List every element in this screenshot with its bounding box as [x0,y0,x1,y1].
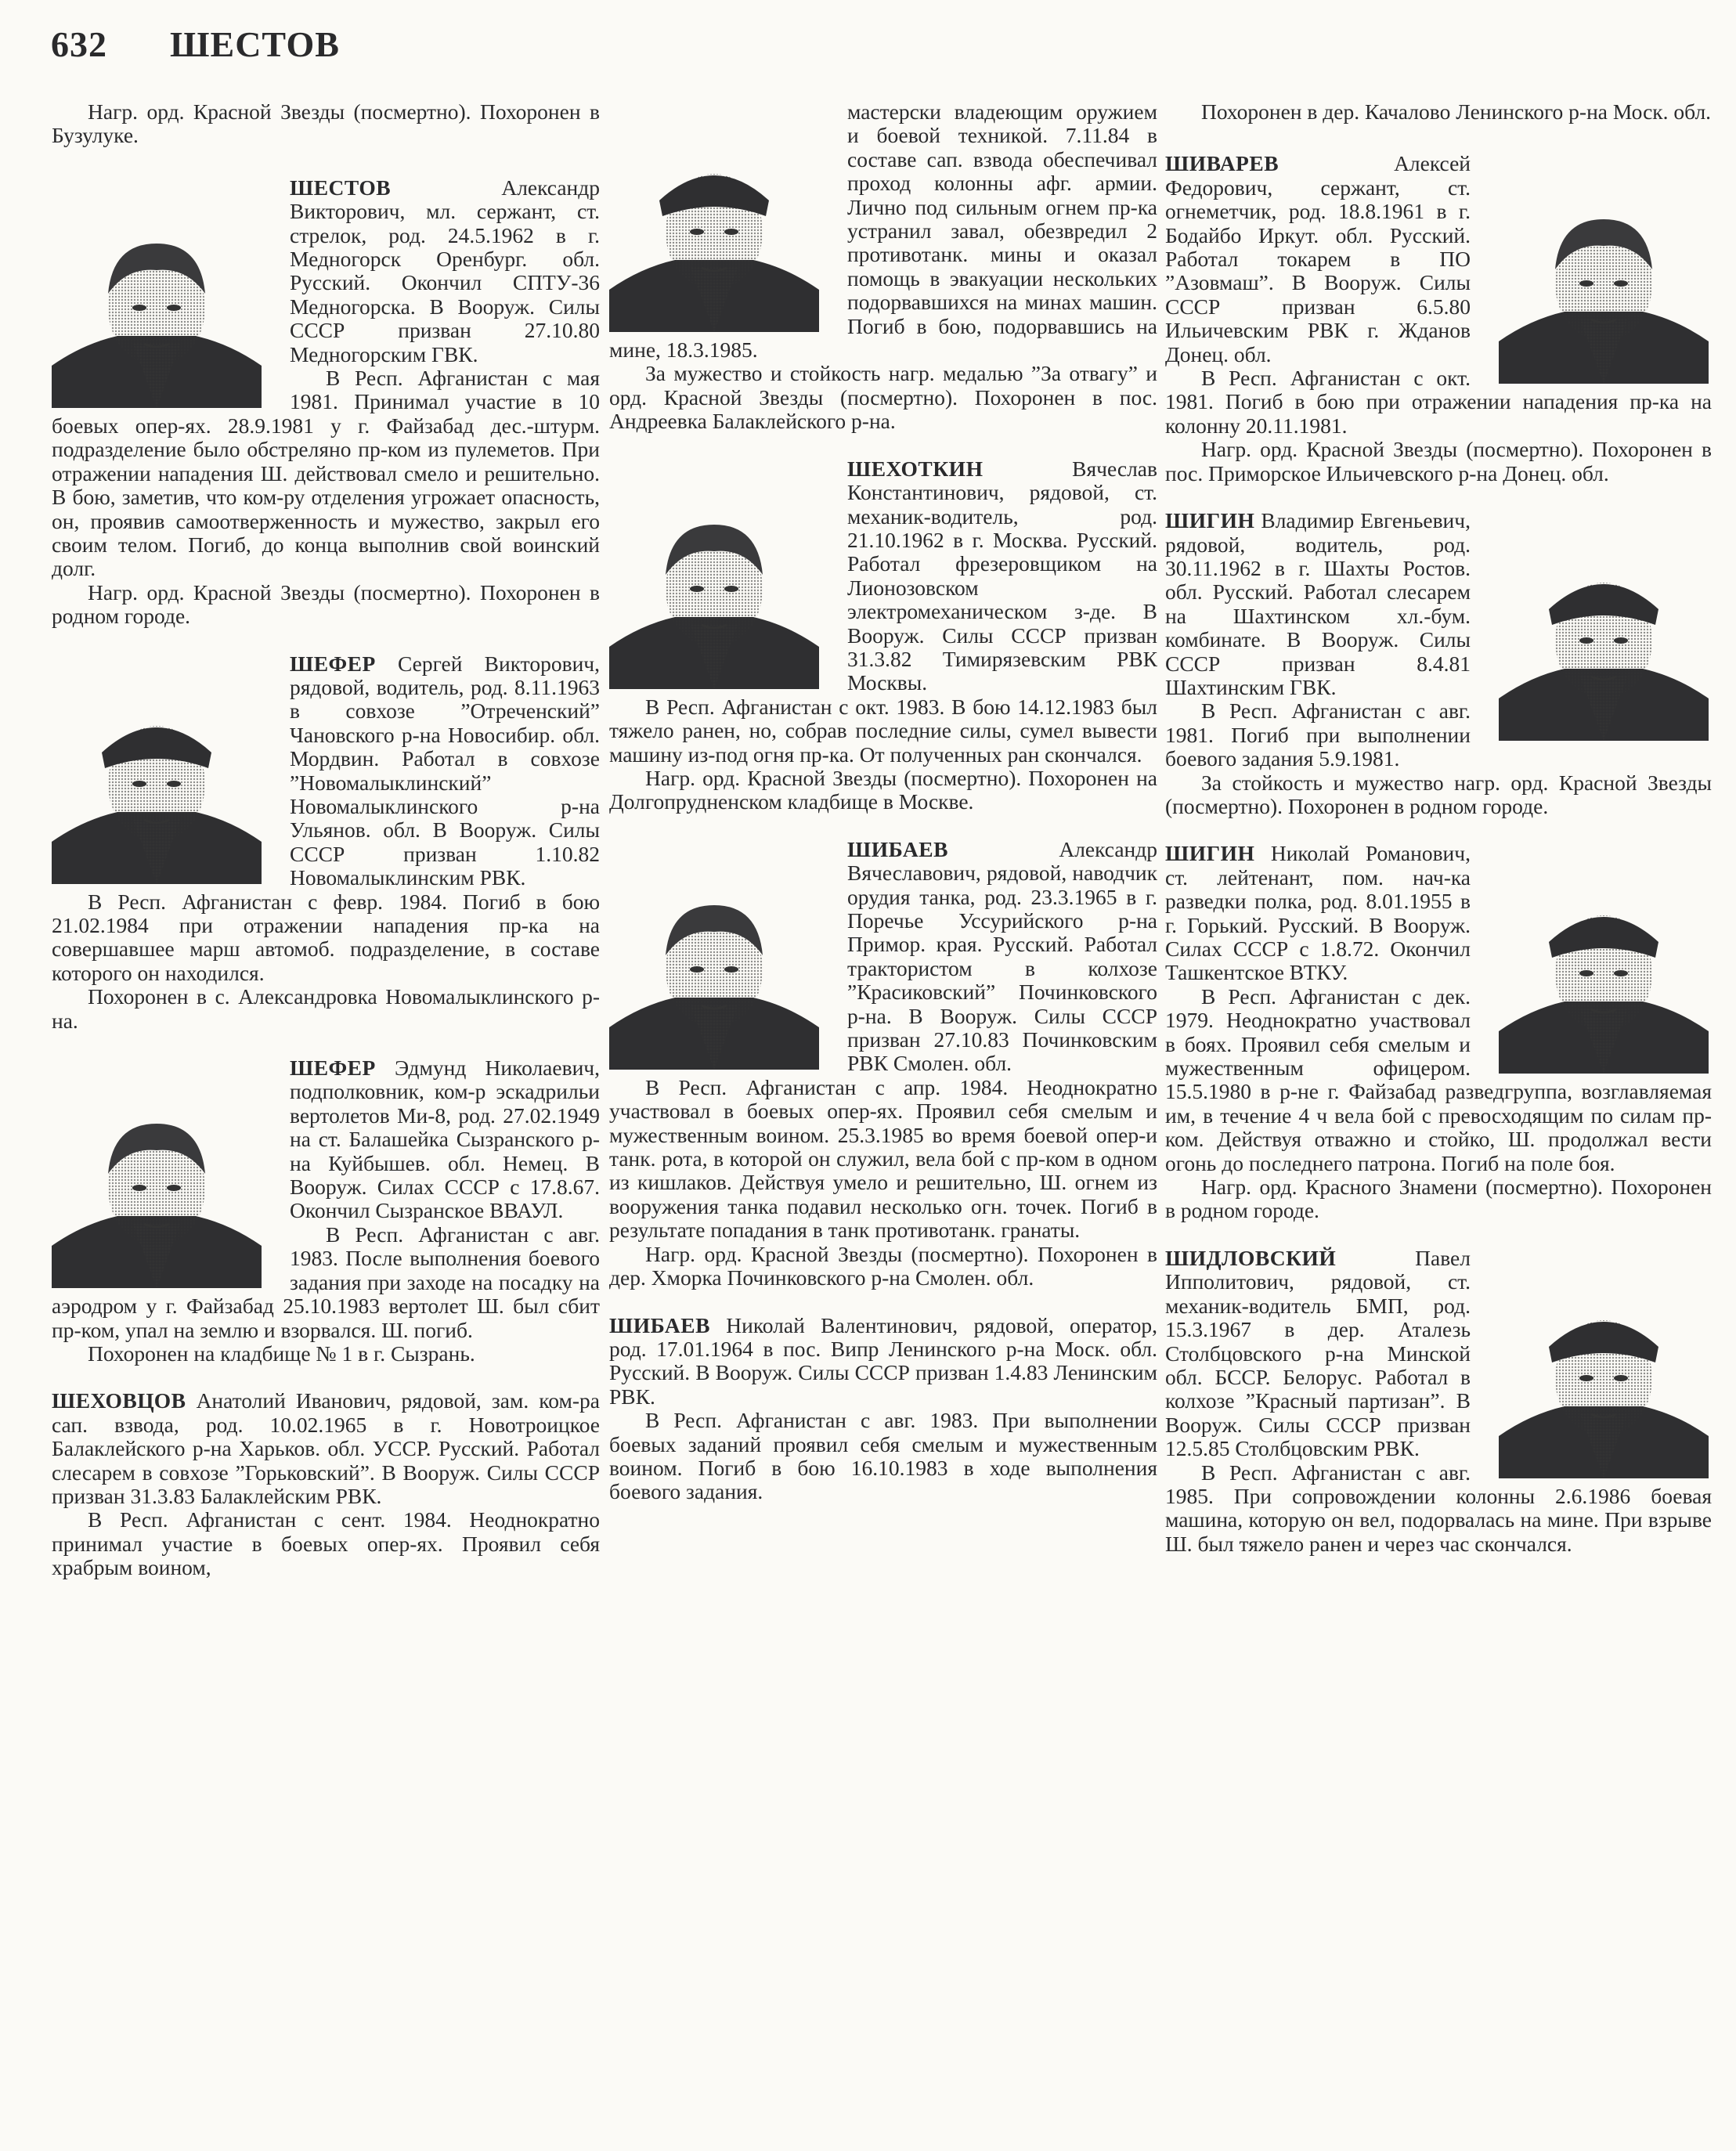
portrait-photo [1499,202,1709,384]
continuation-text [1165,100,1712,124]
entry-shekhovtsov [52,1389,600,1579]
entry-shigin-nikolay [1165,842,1712,1223]
entry-intro: Анатолий Иванович, рядовой, зам. ком-ра сап. взвода, род. 10.02.1965 в г. Новотроицкое Балаклейского р-на Харьков. обл. УССР. Русский. Работал слесарем в совхозе ”Горьковский”. В Вооруж. Силы СССР призван 31.3.83 Балаклейским РВК. [52,1388,600,1508]
paragraph: Нагр. орд. Красной Звезды (посмертно). Похоронен на Долгопрудненском кладбище в Москве. [609,765,1157,814]
paragraph: В Респ. Афганистан с авг. 1983. После выполнения боевого задания при заходе на посадку на аэродром у г. Файзабад 25.10.1983 вертолет Ш. был сбит пр-ком, упал на землю и взорвался. Ш. погиб. [52,1222,600,1342]
paragraph: В Респ. Афганистан с авг. 1985. При сопровождении колонны 2.6.1986 боевая машина, которую он вел, подорвалась на мине. При взрыве Ш. был тяжело ранен и через час скончался. [1165,1460,1712,1556]
entry-shekhotkin [609,457,1157,814]
paragraph: За мужество и стойкость нагр. медалью ”За отвагу” и орд. Красной Звезды (посмертно). Похоронен в пос. Андреевка Балаклейского р-на. [609,361,1157,434]
portrait-photo [609,507,819,689]
portrait-photo [1499,559,1709,741]
entry-shestov [52,176,600,629]
entry-intro: Александр Вячеславович, рядовой, наводчик орудия танка, род. 23.3.1965 в г. Поречье Уссурийского р-на Примор. края. Русский. Работал трактористом в колхозе ”Красиковский” Починковского р-на. В Вооруж. Силы СССР призван 27.10.83 Починковским РВК Смолен. обл. [847,836,1157,1076]
paragraph: Нагр. орд. Красной Звезды (посмертно). Похоронен в Бузулуке. [52,99,600,148]
entry-intro: Алексей Федорович, сержант, ст. огнеметчик, род. 18.8.1961 в г. Бодайбо Иркут. обл. Русский. Работал токарем в ПО ”Азовмаш”. В Вооруж. Силы СССР призван 6.5.80 Ильичевским РВК г. Жданов Донец. обл. [1165,151,1471,366]
entry-shibaev-nikolay [609,1314,1157,1504]
portrait-photo [1499,1297,1709,1478]
entry-intro: Эдмунд Николаевич, подполковник, ком-р эскадрильи вертолетов Ми-8, род. 27.02.1949 на ст. Балашейка Сызранского р-на Куйбышев. обл. Немец. В Вооруж. Силах СССР с 17.8.67. Окончил Сызранское ВВАУЛ. [290,1056,600,1223]
paragraph: В Респ. Афганистан с дек. 1979. Неоднократно участвовал в боях. Проявил себя смелым и мужественным офицером. 15.5.1980 в р-не г. Файзабад разведгруппа, возглавляемая им, в течение 4 ч вела бой с превосходящим по силам пр-ком. Действуя отважно и стойко, Ш. продолжал вести огонь до последнего патрона. Погиб на поле боя. [1165,983,1712,1175]
column-3 [1165,100,1712,1579]
entry-shefer-edmund [52,1056,600,1366]
paragraph: В Респ. Афганистан с сент. 1984. Неоднократно принимал участие в боевых опер-ях. Проявил себя храбрым воином, [52,1507,600,1580]
entry-shibaev-aleksandr [609,838,1157,1290]
entry-surname: ШЕФЕР [290,1056,376,1081]
paragraph: В Респ. Афганистан с окт. 1983. В бою 14.12.1983 был тяжело ранен, но, собрав последние силы, сумел вывести машину из-под огня пр-ка. От полученных ран скончался. [609,694,1157,767]
paragraph: Похоронен в с. Александровка Новомалыклинского р-на. [52,984,600,1033]
entry-surname: ШЕСТОВ [290,175,392,200]
portrait-photo [52,226,262,408]
page-number: 632 [51,24,107,64]
entry-intro-head: Александр Викторович, мл. сержант, ст. стрелок, род. 24.5.1962 в г. Медногорск Оренбург. обл. Русский. Окончил СПТУ-36 Медногорска. В Вооруж. Силы СССР призван 27.10.80 Медногорским ГВК. [290,175,600,366]
paragraph: Нагр. орд. Красной Звезды (посмертно). Похоронен в дер. Хморка Починковского р-на Смолен. обл. [609,1241,1157,1290]
entry-surname: ШИДЛОВСКИЙ [1165,1245,1337,1270]
paragraph: Нагр. орд. Красной Звезды (посмертно). Похоронен в пос. Приморское Ильичевского р-на Донец. обл. [1165,437,1712,485]
entry-intro: Владимир Евгеньевич, рядовой, водитель, род. 30.11.1962 в г. Шахты Ростов. обл. Русский. Работал слесарем на Шахтинском хл.-бум. комбинате. В Вооруж. Силы СССР призван 8.4.81 Шахтинским ГВК. [1165,508,1471,699]
paragraph: В Респ. Афганистан с окт. 1981. Погиб в бою при отражении нападения пр-ка на колонну 20.11.1981. [1165,366,1712,438]
entry-shigin-vladimir [1165,509,1712,818]
paragraph: Нагр. орд. Красной Звезды (посмертно). Похоронен в родном городе. [52,579,600,629]
entry-surname: ШЕФЕР [290,651,376,676]
portrait-photo [1499,892,1709,1074]
entry-intro: Сергей Викторович, рядовой, водитель, род. 8.11.1963 в совхозе ”Отреченский” Чановского р-на Новосибир. обл. Мордвин. Работал в совхозе ”Новомалыклинский” Новомалыклинского р-на Ульянов. обл. В Вооруж. Силы СССР призван 1.10.82 Новомалыклинским РВК. [290,651,600,890]
paragraph: В Респ. Афганистан с авг. 1981. Погиб при выполнении боевого задания 5.9.1981. [1165,698,1471,771]
entry-surname: ШИБАЕВ [609,1312,710,1337]
paragraph: мастерски владеющим оружием и боевой техникой. 7.11.84 в составе сап. взвода обеспечивал проход колонны афг. армии. Лично под сильным огнем пр-ка устранил завал, обезвредил 2 противотанк. мины и оказал помощь в эвакуации нескольких подорвавшихся на минах машин. Погиб в бою, подорвавшись на мине, 18.3.1985. [609,99,1157,363]
entry-surname: ШЕХОТКИН [847,456,983,481]
portrait-photo [52,702,262,884]
paragraph: В Респ. Афганистан с авг. 1983. При выполнении боевых заданий проявил себя смелым и мужественным воином. Погиб в бою 16.10.1983 в ходе выполнения боевого задания. [609,1408,1157,1504]
paragraph: Похоронен на кладбище № 1 в г. Сызрань. [88,1341,475,1366]
continuation-shekhovtsov [609,100,1157,434]
entry-shivarev [1165,152,1712,485]
entry-shidlovsky [1165,1247,1712,1556]
entry-surname: ШИГИН [1165,508,1255,533]
entry-surname: ШИБАЕВ [847,836,948,861]
column-2 [609,100,1157,1528]
paragraph: Нагр. орд. Красного Знамени (посмертно). Похоронен в родном городе. [1165,1175,1712,1223]
entry-surname: ШЕХОВЦОВ [52,1388,186,1413]
page-header [51,23,340,78]
column-1 [52,100,600,1604]
entry-intro: Павел Ипполитович, рядовой, ст. механик-водитель БМП, род. 15.3.1967 в дер. Аталезь Столбцовского р-на Минской обл. БССР. Белорус. Работал в колхозе ”Красный партизан”. В Вооруж. Силы СССР призван 12.5.85 Столбцовским РВК. [1165,1245,1471,1461]
portrait-photo [609,888,819,1070]
entry-intro: Николай Романович, ст. лейтенант, пом. нач-ка разведки полка, род. 8.01.1955 в г. Горький. Русский. В Вооруж. Силах СССР с 1.8.72. Окончил Ташкентское ВТКУ. [1165,841,1471,985]
entry-shefer-sergey [52,652,600,1034]
entry-intro: Вячеслав Константинович, рядовой, ст. механик-водитель, род. 21.10.1962 в г. Москва. Русский. Работал фрезеровщиком на Лионозовском электромеханическом з-де. В Вооруж. Силы СССР призван 31.3.82 Тимирязевским РВК Москвы. [847,456,1157,695]
paragraph: За стойкость и мужество нагр. орд. Красной Звезды (посмертно). Похоронен в родном городе. [1165,770,1712,818]
paragraph: Похоронен в дер. Качалово Ленинского р-на Моск. обл. [1201,99,1712,124]
entry-intro: Николай Валентинович, рядовой, оператор, род. 17.01.1964 в пос. Випр Ленинского р-на Моск. обл. Русский. В Вооруж. Силы СССР призван 1.4.83 Ленинским РВК. [609,1312,1157,1409]
continuation-text [52,100,600,148]
portrait-photo [52,1106,262,1288]
portrait-photo [609,150,819,332]
paragraph: В Респ. Афганистан с апр. 1984. Неоднократно участвовал в боевых опер-ях. Проявил себя смелым и мужественным воином. 25.3.1985 во время боевой опер-и танк. рота, в которой он служил, вела бой с пр-ком в одном из кишлаков. Действуя умело и решительно, Ш. огнем из вооружения танка подавил несколько огн. точек. Погиб в результате попадания в танк противотанк. гранаты. [609,1074,1157,1243]
paragraph: В Респ. Афганистан с февр. 1984. Погиб в бою 21.02.1984 при отражении нападения пр-ка на совершавшее марш автомоб. подразделение, в составе которого он находился. [52,889,600,985]
paragraph: В Респ. Афганистан с мая 1981. Принимал участие в 10 боевых опер-ях. 28.9.1981 у г. Файзабад дес.-штурм. подразделение было обстреляно пр-ком из пулеметов. При отражении нападения Ш. действовал смело и решительно. В бою, заметив, что ком-ру отделения угрожает опасность, он, проявив самоотверженность и мужество, закрыл его своим телом. Погиб, до конца выполнив свой воинский долг. [52,366,600,581]
running-head: ШЕСТОВ [170,24,340,64]
entry-surname: ШИВАРЕВ [1165,151,1279,176]
entry-surname: ШИГИН [1165,841,1255,866]
